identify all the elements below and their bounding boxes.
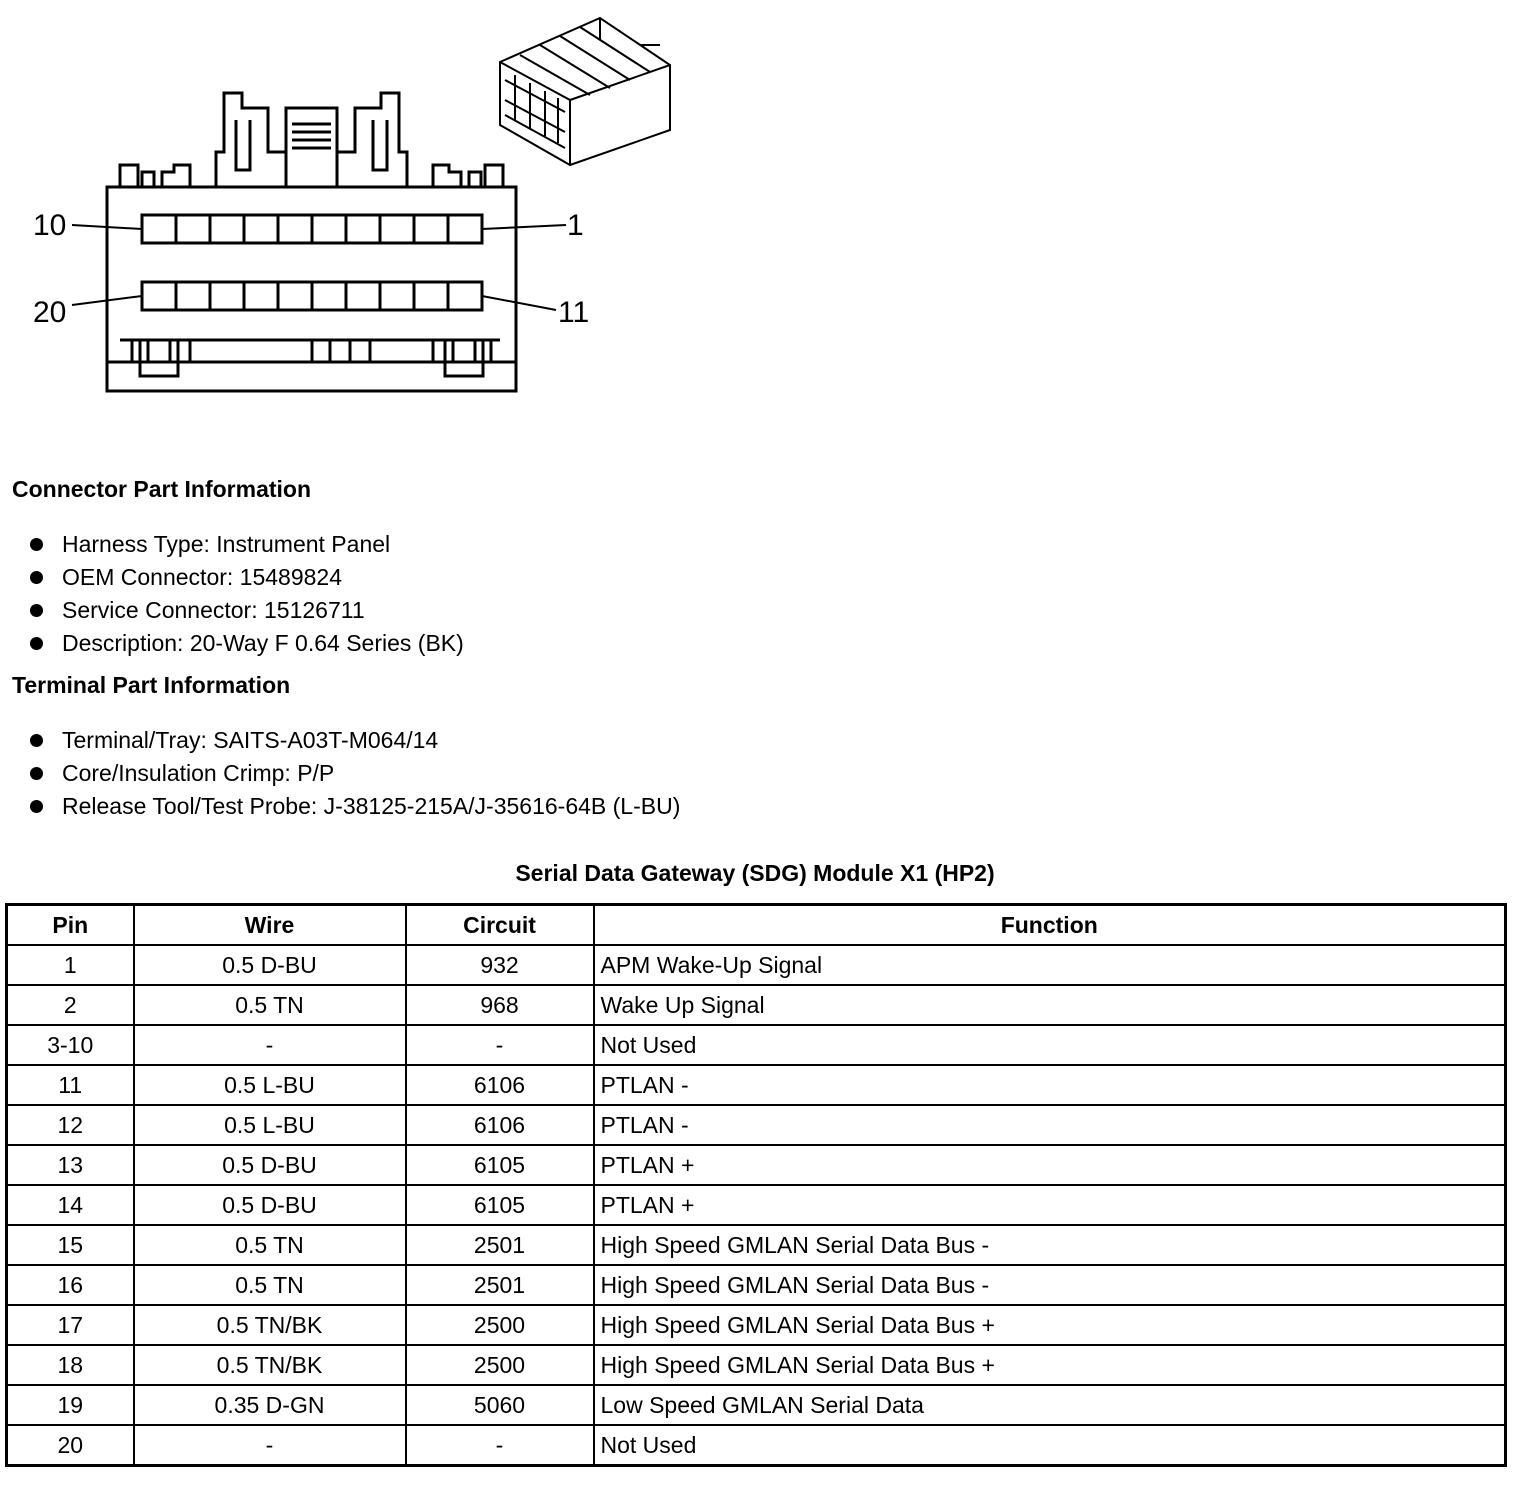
- function-cell: PTLAN +: [594, 1145, 1506, 1185]
- function-cell: High Speed GMLAN Serial Data Bus +: [594, 1305, 1506, 1345]
- table-row: [7, 1105, 1506, 1145]
- column-header-pin: Pin: [7, 905, 134, 946]
- list-item: Service Connector: 15126711: [0, 596, 464, 629]
- bullet-icon: [30, 571, 43, 584]
- list-item: Description: 20-Way F 0.64 Series (BK): [0, 629, 464, 662]
- pin-cell: 13: [7, 1145, 134, 1185]
- table-row: [7, 985, 1506, 1025]
- bullet-icon: [30, 538, 43, 551]
- column-header-circuit: Circuit: [406, 905, 594, 946]
- wire-cell: 0.5 D-BU: [134, 1145, 406, 1185]
- wire-cell: -: [134, 1425, 406, 1466]
- pin-label-10: 10: [33, 209, 67, 242]
- pin-label-20: 20: [33, 296, 67, 329]
- column-header-function: Function: [594, 905, 1506, 946]
- wire-cell: 0.5 D-BU: [134, 1185, 406, 1225]
- column-header-wire: Wire: [134, 905, 406, 946]
- circuit-cell: 6105: [406, 1145, 594, 1185]
- pin-label-1: 1: [567, 209, 584, 242]
- bullet-icon: [30, 604, 43, 617]
- connector-diagram: [0, 0, 700, 430]
- cavity-row-bottom: [142, 282, 482, 310]
- circuit-cell: 2501: [406, 1265, 594, 1305]
- bullet-icon: [30, 637, 43, 650]
- table-row: [7, 1305, 1506, 1345]
- wire-cell: 0.5 TN: [134, 1265, 406, 1305]
- table-row: [7, 1145, 1506, 1185]
- pin-cell: 18: [7, 1345, 134, 1385]
- function-cell: High Speed GMLAN Serial Data Bus -: [594, 1225, 1506, 1265]
- pin-cell: 11: [7, 1065, 134, 1105]
- function-cell: APM Wake-Up Signal: [594, 945, 1506, 985]
- table-header-row: [7, 905, 1506, 946]
- wire-cell: 0.5 L-BU: [134, 1065, 406, 1105]
- circuit-cell: 5060: [406, 1385, 594, 1425]
- pin-cell: 17: [7, 1305, 134, 1345]
- pinout-table: [5, 903, 1507, 1467]
- wire-cell: 0.5 TN/BK: [134, 1345, 406, 1385]
- circuit-cell: 2500: [406, 1305, 594, 1345]
- table-row: [7, 1425, 1506, 1466]
- pin-cell: 20: [7, 1425, 134, 1466]
- circuit-cell: 968: [406, 985, 594, 1025]
- terminal-part-info-heading: Terminal Part Information: [12, 672, 291, 698]
- cavity-row-top: [142, 215, 482, 243]
- circuit-cell: 6106: [406, 1065, 594, 1105]
- list-item: Terminal/Tray: SAITS-A03T-M064/14: [0, 726, 680, 759]
- circuit-cell: 6105: [406, 1185, 594, 1225]
- pin-cell: 15: [7, 1225, 134, 1265]
- list-item: Core/Insulation Crimp: P/P: [0, 759, 680, 792]
- table-title: Serial Data Gateway (SDG) Module X1 (HP2): [515, 860, 995, 886]
- list-item: Release Tool/Test Probe: J-38125-215A/J-35616-64B (L-BU): [0, 792, 680, 825]
- wire-cell: 0.5 TN: [134, 985, 406, 1025]
- table-row: [7, 1025, 1506, 1065]
- wire-cell: -: [134, 1025, 406, 1065]
- circuit-cell: 2500: [406, 1345, 594, 1385]
- function-cell: PTLAN -: [594, 1105, 1506, 1145]
- list-item: Harness Type: Instrument Panel: [0, 530, 464, 563]
- circuit-cell: 6106: [406, 1105, 594, 1145]
- function-cell: High Speed GMLAN Serial Data Bus +: [594, 1345, 1506, 1385]
- pin-cell: 3-10: [7, 1025, 134, 1065]
- wire-cell: 0.5 TN/BK: [134, 1305, 406, 1345]
- table-row: [7, 945, 1506, 985]
- function-cell: High Speed GMLAN Serial Data Bus -: [594, 1265, 1506, 1305]
- pin-cell: 2: [7, 985, 134, 1025]
- table-row: [7, 1065, 1506, 1105]
- circuit-cell: -: [406, 1025, 594, 1065]
- connector-part-info-heading: Connector Part Information: [12, 476, 312, 502]
- function-cell: Not Used: [594, 1425, 1506, 1466]
- table-row: [7, 1225, 1506, 1265]
- pin-cell: 14: [7, 1185, 134, 1225]
- bullet-icon: [30, 767, 43, 780]
- table-row: [7, 1345, 1506, 1385]
- terminal-part-info-list: [0, 726, 680, 825]
- function-cell: PTLAN +: [594, 1185, 1506, 1225]
- circuit-cell: -: [406, 1425, 594, 1466]
- bullet-icon: [30, 800, 43, 813]
- pin-leader-lines: [72, 225, 566, 310]
- wire-cell: 0.35 D-GN: [134, 1385, 406, 1425]
- list-item: OEM Connector: 15489824: [0, 563, 464, 596]
- pin-cell: 19: [7, 1385, 134, 1425]
- table-row: [7, 1385, 1506, 1425]
- connector-part-info-list: [0, 530, 464, 662]
- pin-label-11: 11: [558, 296, 590, 329]
- table-row: [7, 1265, 1506, 1305]
- function-cell: Low Speed GMLAN Serial Data: [594, 1385, 1506, 1425]
- wire-cell: 0.5 L-BU: [134, 1105, 406, 1145]
- function-cell: Not Used: [594, 1025, 1506, 1065]
- function-cell: PTLAN -: [594, 1065, 1506, 1105]
- circuit-cell: 2501: [406, 1225, 594, 1265]
- bullet-icon: [30, 734, 43, 747]
- circuit-cell: 932: [406, 945, 594, 985]
- wire-cell: 0.5 D-BU: [134, 945, 406, 985]
- pin-cell: 16: [7, 1265, 134, 1305]
- wire-cell: 0.5 TN: [134, 1225, 406, 1265]
- pin-cell: 1: [7, 945, 134, 985]
- connector-isometric-illustration: [500, 18, 670, 165]
- table-row: [7, 1185, 1506, 1225]
- function-cell: Wake Up Signal: [594, 985, 1506, 1025]
- pin-cell: 12: [7, 1105, 134, 1145]
